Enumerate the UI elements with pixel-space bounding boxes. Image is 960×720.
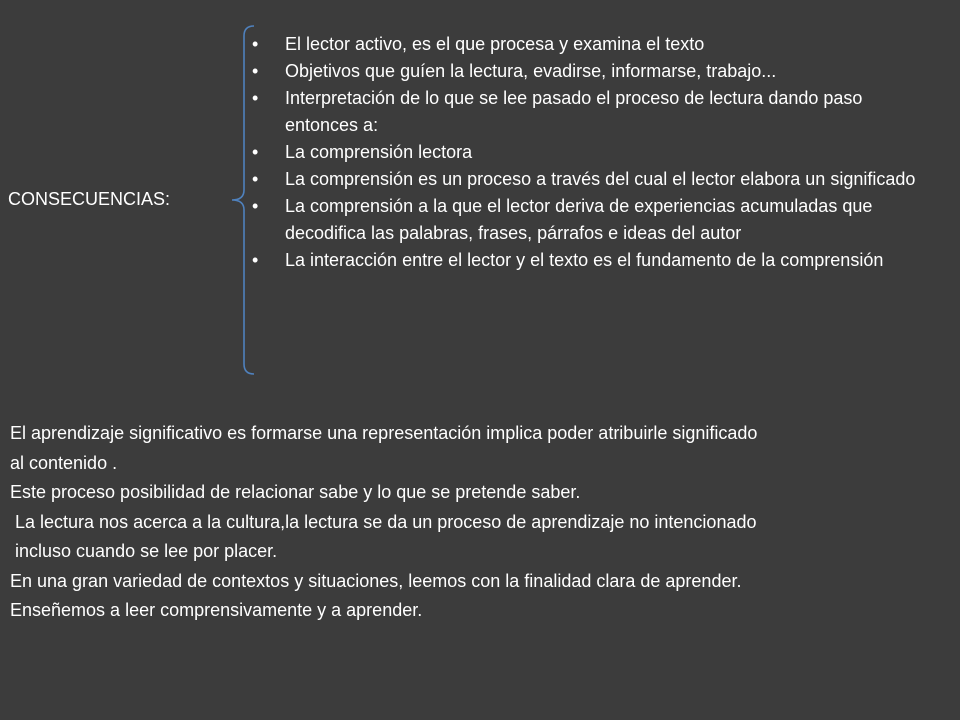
- list-item: [252, 139, 924, 166]
- list-item-text: El lector activo, es el que procesa y examina el texto: [285, 34, 705, 54]
- bullet-icon: •: [252, 196, 259, 216]
- list-item: [252, 58, 924, 85]
- consequences-list: [252, 31, 924, 274]
- list-item-text: Interpretación de lo que se lee pasado el proceso de lectura dando paso entonces a:: [285, 88, 863, 135]
- list-item-text: La comprensión es un proceso a través del cual el lector elabora un significado: [285, 169, 916, 189]
- consequences-label: CONSECUENCIAS:: [8, 189, 171, 209]
- bullet-icon: •: [252, 88, 259, 108]
- paragraph-line: La lectura nos acerca a la cultura,la lectura se da un proceso de aprendizaje no intencionado: [10, 511, 757, 532]
- list-item-text: La interacción entre el lector y el texto es el fundamento de la comprensión: [285, 250, 884, 270]
- bullet-icon: •: [252, 61, 259, 81]
- body-paragraph: [10, 419, 960, 626]
- paragraph-line: En una gran variedad de contextos y situaciones, leemos con la finalidad clara de aprender.: [10, 570, 742, 591]
- paragraph-line: al contenido .: [10, 452, 118, 473]
- list-item-text: La comprensión a la que el lector deriva de experiencias acumuladas que decodifica las palabras, frases, párrafos e ideas del autor: [285, 196, 873, 243]
- list-item-text: Objetivos que guíen la lectura, evadirse, informarse, trabajo...: [285, 61, 777, 81]
- list-item: [252, 166, 924, 193]
- list-item: [252, 31, 924, 58]
- paragraph-line: Enseñemos a leer comprensivamente y a aprender.: [10, 600, 423, 620]
- bullet-icon: •: [252, 142, 259, 162]
- paragraph-line: incluso cuando se lee por placer.: [10, 541, 278, 561]
- list-item: [252, 85, 924, 139]
- list-item: [252, 247, 924, 274]
- bullet-icon: •: [252, 250, 259, 270]
- list-item-text: La comprensión lectora: [285, 142, 473, 162]
- bullet-icon: •: [252, 169, 259, 189]
- bullet-icon: •: [252, 34, 259, 54]
- paragraph-line: Este proceso posibilidad de relacionar sabe y lo que se pretende saber.: [10, 482, 581, 502]
- paragraph-line: El aprendizaje significativo es formarse una representación implica poder atribuirle significado: [10, 423, 758, 443]
- list-item: [252, 193, 924, 247]
